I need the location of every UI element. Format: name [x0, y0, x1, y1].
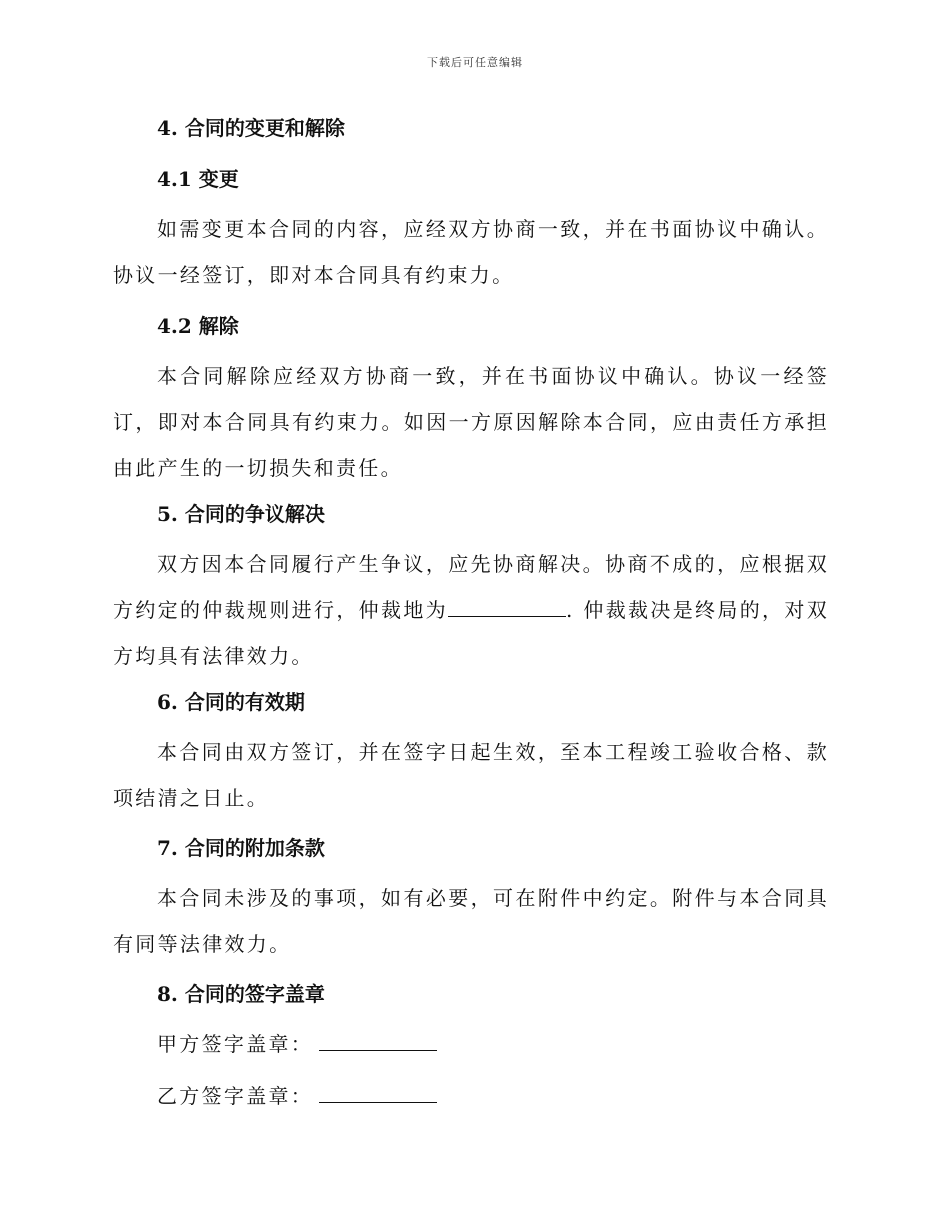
section-4-1-paragraph: 如需变更本合同的内容，应经双方协商一致，并在书面协议中确认。协议一经签订，即对本合同具有约束力。 [113, 217, 829, 287]
party-a-label: 甲方签字盖章： [157, 1032, 314, 1056]
section-5-heading: 5. 合同的争议解决 [157, 502, 325, 526]
party-b-label: 乙方签字盖章： [157, 1084, 314, 1108]
section-4-1-heading: 4.1 变更 [157, 167, 239, 191]
party-b-signature-line [157, 1082, 437, 1110]
party-b-signature-blank [319, 1082, 437, 1103]
party-a-signature-blank [319, 1030, 437, 1051]
section-6-paragraph: 本合同由双方签订，并在签字日起生效，至本工程竣工验收合格、款项结清之日止。 [113, 740, 829, 810]
party-a-signature-line [157, 1030, 437, 1058]
section-5-text-part-2: . 仲裁裁决是终局的，对双方均具有法律效力。 [113, 598, 830, 668]
page-header: 下载后可任意编辑 [427, 56, 523, 69]
section-4-2-heading: 4.2 解除 [157, 314, 239, 338]
section-5-paragraph [113, 541, 829, 679]
section-6-heading: 6. 合同的有效期 [157, 690, 305, 714]
section-8-heading: 8. 合同的签字盖章 [157, 982, 325, 1006]
section-7-heading: 7. 合同的附加条款 [157, 836, 325, 860]
section-7-paragraph: 本合同未涉及的事项，如有必要，可在附件中约定。附件与本合同具有同等法律效力。 [113, 886, 829, 956]
section-4-2-paragraph: 本合同解除应经双方协商一致，并在书面协议中确认。协议一经签订，即对本合同具有约束力。如因一方原因解除本合同，应由责任方承担由此产生的一切损失和责任。 [113, 364, 829, 480]
section-4-heading: 4. 合同的变更和解除 [157, 116, 345, 140]
arbitration-place-blank [448, 596, 566, 617]
section-5-text-part-1: 双方因本合同履行产生争议，应先协商解决。协商不成的，应根据双方约定的仲裁规则进行，仲裁地为 [113, 552, 829, 622]
